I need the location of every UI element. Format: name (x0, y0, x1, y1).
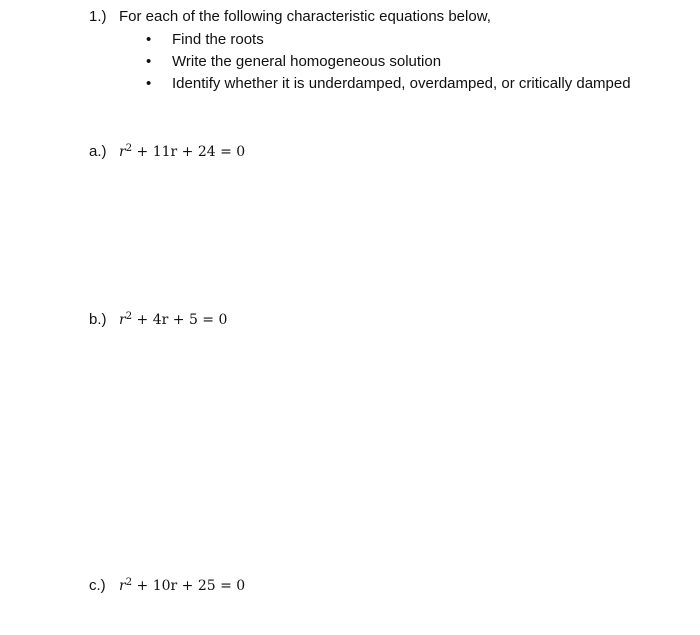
equation-rest: + 4r + 5 = 0 (132, 312, 228, 328)
equation-variable: r (119, 312, 126, 328)
equation-b (119, 312, 227, 328)
task-text-find-roots: Find the roots (172, 31, 264, 48)
task-bullet-item (146, 51, 631, 73)
task-text-general-solution: Write the general homogeneous solution (172, 53, 442, 70)
equation-exponent: 2 (125, 577, 133, 588)
equation-variable: r (119, 578, 126, 594)
problem-b (89, 310, 227, 330)
problem-label-c: c.) (89, 577, 106, 594)
equation-c (119, 578, 245, 594)
bullet-icon: • (146, 53, 152, 70)
problem-a (89, 142, 245, 162)
question-header (89, 7, 491, 27)
equation-a (119, 144, 245, 160)
problem-label-b: b.) (89, 311, 107, 328)
problem-label-a: a.) (89, 143, 107, 160)
bullet-icon: • (146, 31, 152, 48)
question-number: 1.) (89, 8, 107, 25)
task-text-damping-type: Identify whether it is underdamped, overdamped, or critically damped (172, 75, 631, 92)
equation-rest: + 10r + 25 = 0 (132, 578, 246, 594)
equation-rest: + 11r + 24 = 0 (132, 144, 246, 160)
bullet-icon: • (146, 75, 152, 92)
task-bullet-item (146, 29, 631, 51)
equation-variable: r (119, 144, 126, 160)
equation-exponent: 2 (125, 143, 133, 154)
question-prompt: For each of the following characteristic equations below, (119, 8, 491, 25)
task-bullet-item (146, 73, 631, 95)
task-bullet-list (146, 29, 631, 95)
problem-c (89, 576, 245, 596)
equation-exponent: 2 (125, 311, 133, 322)
